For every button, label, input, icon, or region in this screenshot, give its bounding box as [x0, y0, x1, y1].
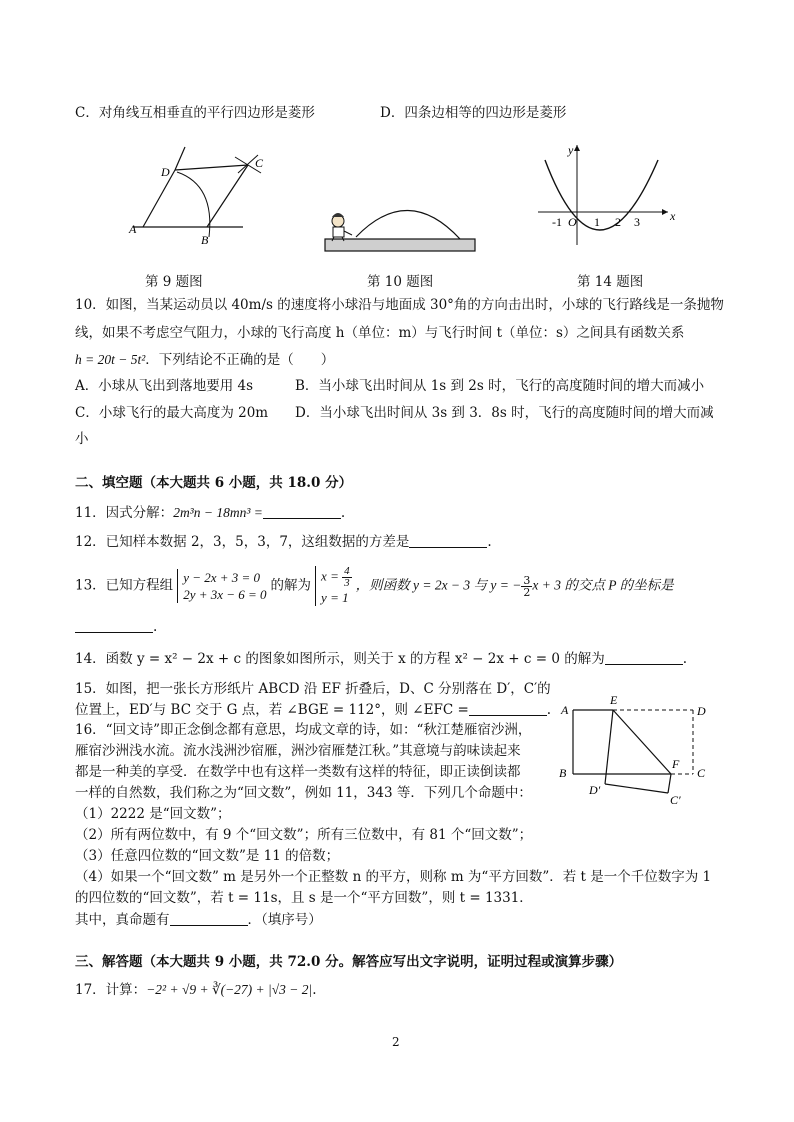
- q15-end: .: [546, 702, 552, 718]
- fig14-tick-neg1: -1: [552, 215, 562, 229]
- q14: [75, 650, 687, 668]
- section-3-heading: 三、解答题（本大题共 9 小题，共 72.0 分。解答应写出文字说明，证明过程或演算步骤）: [75, 954, 623, 970]
- q16-proposition-4-cont: 的四位数的“回文数”，若 t = 11s，且 s 是一个“平方回数”，则 t = 1331．: [75, 890, 533, 906]
- q16-end-prefix: 其中，真命题有: [75, 912, 170, 928]
- q13-eq2: 2y + 3x − 6 = 0: [183, 587, 267, 602]
- q15-answer-blank[interactable]: [469, 701, 547, 716]
- q13-sol-y: y = 1: [321, 590, 349, 605]
- fig15-label-b: B: [559, 766, 567, 780]
- figure-9-caption: 第 9 题图: [145, 274, 203, 290]
- q10-option-b: B．当小球飞出时间从 1s 到 2s 时，飞行的高度随时间的增大而减小: [295, 378, 705, 394]
- q16-line3: 都是一种美的享受．在数学中也有这样一类数有这样的特征，即正读倒读都: [75, 764, 521, 780]
- q10-formula: h = 20t − 5t²: [75, 352, 146, 367]
- q17-expr: −2² + √9 + ∛(−27) + |√3 − 2|: [146, 982, 313, 997]
- q13-sol-fraction: [342, 566, 352, 589]
- option-d: D．四条边相等的四边形是菱形: [380, 105, 567, 121]
- q12-end: .: [487, 534, 492, 550]
- figure-10-caption: 第 10 题图: [367, 274, 434, 290]
- q16-proposition-2: （2）所有两位数中，有 9 个“回文数”；所有三位数中，有 81 个“回文数”；: [75, 827, 533, 843]
- fig9-label-c: C: [255, 156, 264, 170]
- fig15-label-a: A: [561, 703, 569, 717]
- q13-mid: 的解为: [270, 577, 312, 594]
- q16-line2: 雁宿沙洲浅水流。流水浅洲沙宿雁，洲沙宿雁楚江秋。”其意境与韵味读起来: [75, 743, 521, 759]
- q10-option-a: A．小球从飞出到落地要用 4s: [75, 378, 254, 394]
- fig15-label-f: F: [672, 757, 680, 771]
- q11-expr: 2m³n − 18mn³ =: [173, 505, 263, 520]
- q13-system: [177, 569, 266, 603]
- q14-end: .: [682, 651, 687, 667]
- q13-end: .: [153, 619, 158, 635]
- q17-end: .: [312, 982, 317, 998]
- q13-sol-num: 4: [344, 565, 350, 577]
- figure-9-rhombus: [125, 145, 285, 250]
- q16-answer-blank[interactable]: [170, 911, 248, 926]
- fig14-x-label: x: [670, 209, 676, 223]
- q17: [75, 981, 317, 999]
- q14-answer-blank[interactable]: [605, 650, 683, 665]
- q16-proposition-4: （4）如果一个“回文数” m 是另外一个正整数 n 的平方，则称 m 为“平方回数”．若 t 是一个千位数字为 1: [75, 869, 712, 885]
- q15-text: 位置上，ED′与 BC 交于 G 点，若 ∠BGE = 112°，则 ∠EFC =: [75, 702, 469, 718]
- section-2-heading: 二、填空题（本大题共 6 小题，共 18.0 分）: [75, 475, 353, 491]
- fig9-label-b: B: [201, 233, 209, 247]
- q12: [75, 533, 492, 551]
- q12-answer-blank[interactable]: [409, 533, 487, 548]
- fig15-label-d-prime: D′: [589, 783, 601, 797]
- q13-text3: x + 3 的交点 P 的坐标是: [532, 577, 674, 593]
- q13-prefix: 13．已知方程组: [75, 577, 174, 594]
- q10-option-d: D．当小球飞出时间从 3s 到 3．8s 时，飞行的高度随时间的增大而减: [295, 405, 714, 421]
- q16-line1: 16．“回文诗”即正念倒念都有意思，均成文章的诗，如：“秋江楚雁宿沙洲，: [75, 722, 532, 738]
- q10-question: ．下列结论不正确的是（ ）: [145, 352, 335, 368]
- figure-14-caption: 第 14 题图: [577, 274, 644, 290]
- q12-text: 12．已知样本数据 2，3，5，3，7，这组数据的方差是: [75, 534, 410, 550]
- q13-frac2-num: 3: [523, 573, 531, 587]
- q16-proposition-3: （3）任意四位数的“回文数”是 11 的倍数；: [75, 848, 340, 864]
- page-number: 2: [392, 1035, 400, 1049]
- q13-answer-blank[interactable]: [75, 618, 153, 633]
- player-icon: [332, 213, 352, 241]
- q13-solution: [315, 566, 352, 606]
- q13: [75, 566, 674, 606]
- q16-answer-line: [75, 911, 322, 929]
- fig14-y-label: y: [568, 143, 574, 157]
- q13-text2: ，则函数 y = 2x − 3 与 y = −: [355, 577, 522, 593]
- fig15-label-c: C: [697, 766, 706, 780]
- q13-fraction2: [521, 575, 532, 598]
- q17-prefix: 17．计算：: [75, 982, 147, 998]
- fig14-tick-3: 3: [634, 215, 640, 229]
- q16-end-suffix: ．（填序号）: [247, 912, 322, 928]
- q15-line1: 15．如图，把一张长方形纸片 ABCD 沿 EF 折叠后，D、C 分别落在 D′，C′的: [75, 681, 551, 697]
- fig9-label-a: A: [129, 222, 137, 236]
- fig15-label-e: E: [610, 693, 618, 707]
- q13-sol-x: x =: [321, 568, 339, 584]
- figure-10-projectile: [320, 195, 480, 255]
- q10-option-c: C．小球飞行的最大高度为 20m: [75, 405, 269, 421]
- q13-sol-den: 3: [344, 577, 350, 589]
- q10-line2: 线，如果不考虑空气阻力，小球的飞行高度 h（单位：m）与飞行时间 t（单位：s）之间具有函数关系: [75, 325, 685, 341]
- figure-14-parabola: [530, 140, 680, 250]
- q11-prefix: 11．因式分解：: [75, 505, 174, 521]
- fig14-tick-2: 2: [615, 215, 621, 229]
- q11-end: .: [340, 505, 346, 521]
- fig9-label-d: D: [161, 165, 170, 179]
- q10-line3: [75, 351, 334, 369]
- fig15-label-c-prime: C′: [670, 793, 681, 807]
- q10-option-d-cont: 小: [75, 431, 89, 447]
- fig14-origin: O: [568, 215, 577, 229]
- q10-line1: 10．如图，当某运动员以 40m/s 的速度将小球沿与地面成 30°角的方向击出时，小球的飞行路线是一条抛物: [75, 297, 724, 313]
- q14-text: 14．函数 y = x² − 2x + c 的图象如图所示，则关于 x 的方程 x² − 2x + c = 0 的解为: [75, 651, 605, 667]
- q13-answer-line: [75, 618, 157, 636]
- q13-eq1: y − 2x + 3 = 0: [183, 570, 261, 585]
- q13-frac2-den: 2: [523, 585, 531, 599]
- q16-proposition-1: （1）2222 是“回文数”；: [75, 806, 231, 822]
- figure-15-folded-rectangle: [555, 688, 720, 813]
- option-c: C．对角线互相垂直的平行四边形是菱形: [75, 105, 315, 121]
- q11: [75, 504, 345, 522]
- fig14-tick-1: 1: [594, 215, 600, 229]
- q15-line2: [75, 701, 551, 719]
- q16-line4: 一样的自然数，我们称之为“回文数”，例如 11，343 等．下列几个命题中：: [75, 785, 532, 801]
- q11-answer-blank[interactable]: [263, 504, 341, 519]
- fig15-label-d: D: [697, 704, 706, 718]
